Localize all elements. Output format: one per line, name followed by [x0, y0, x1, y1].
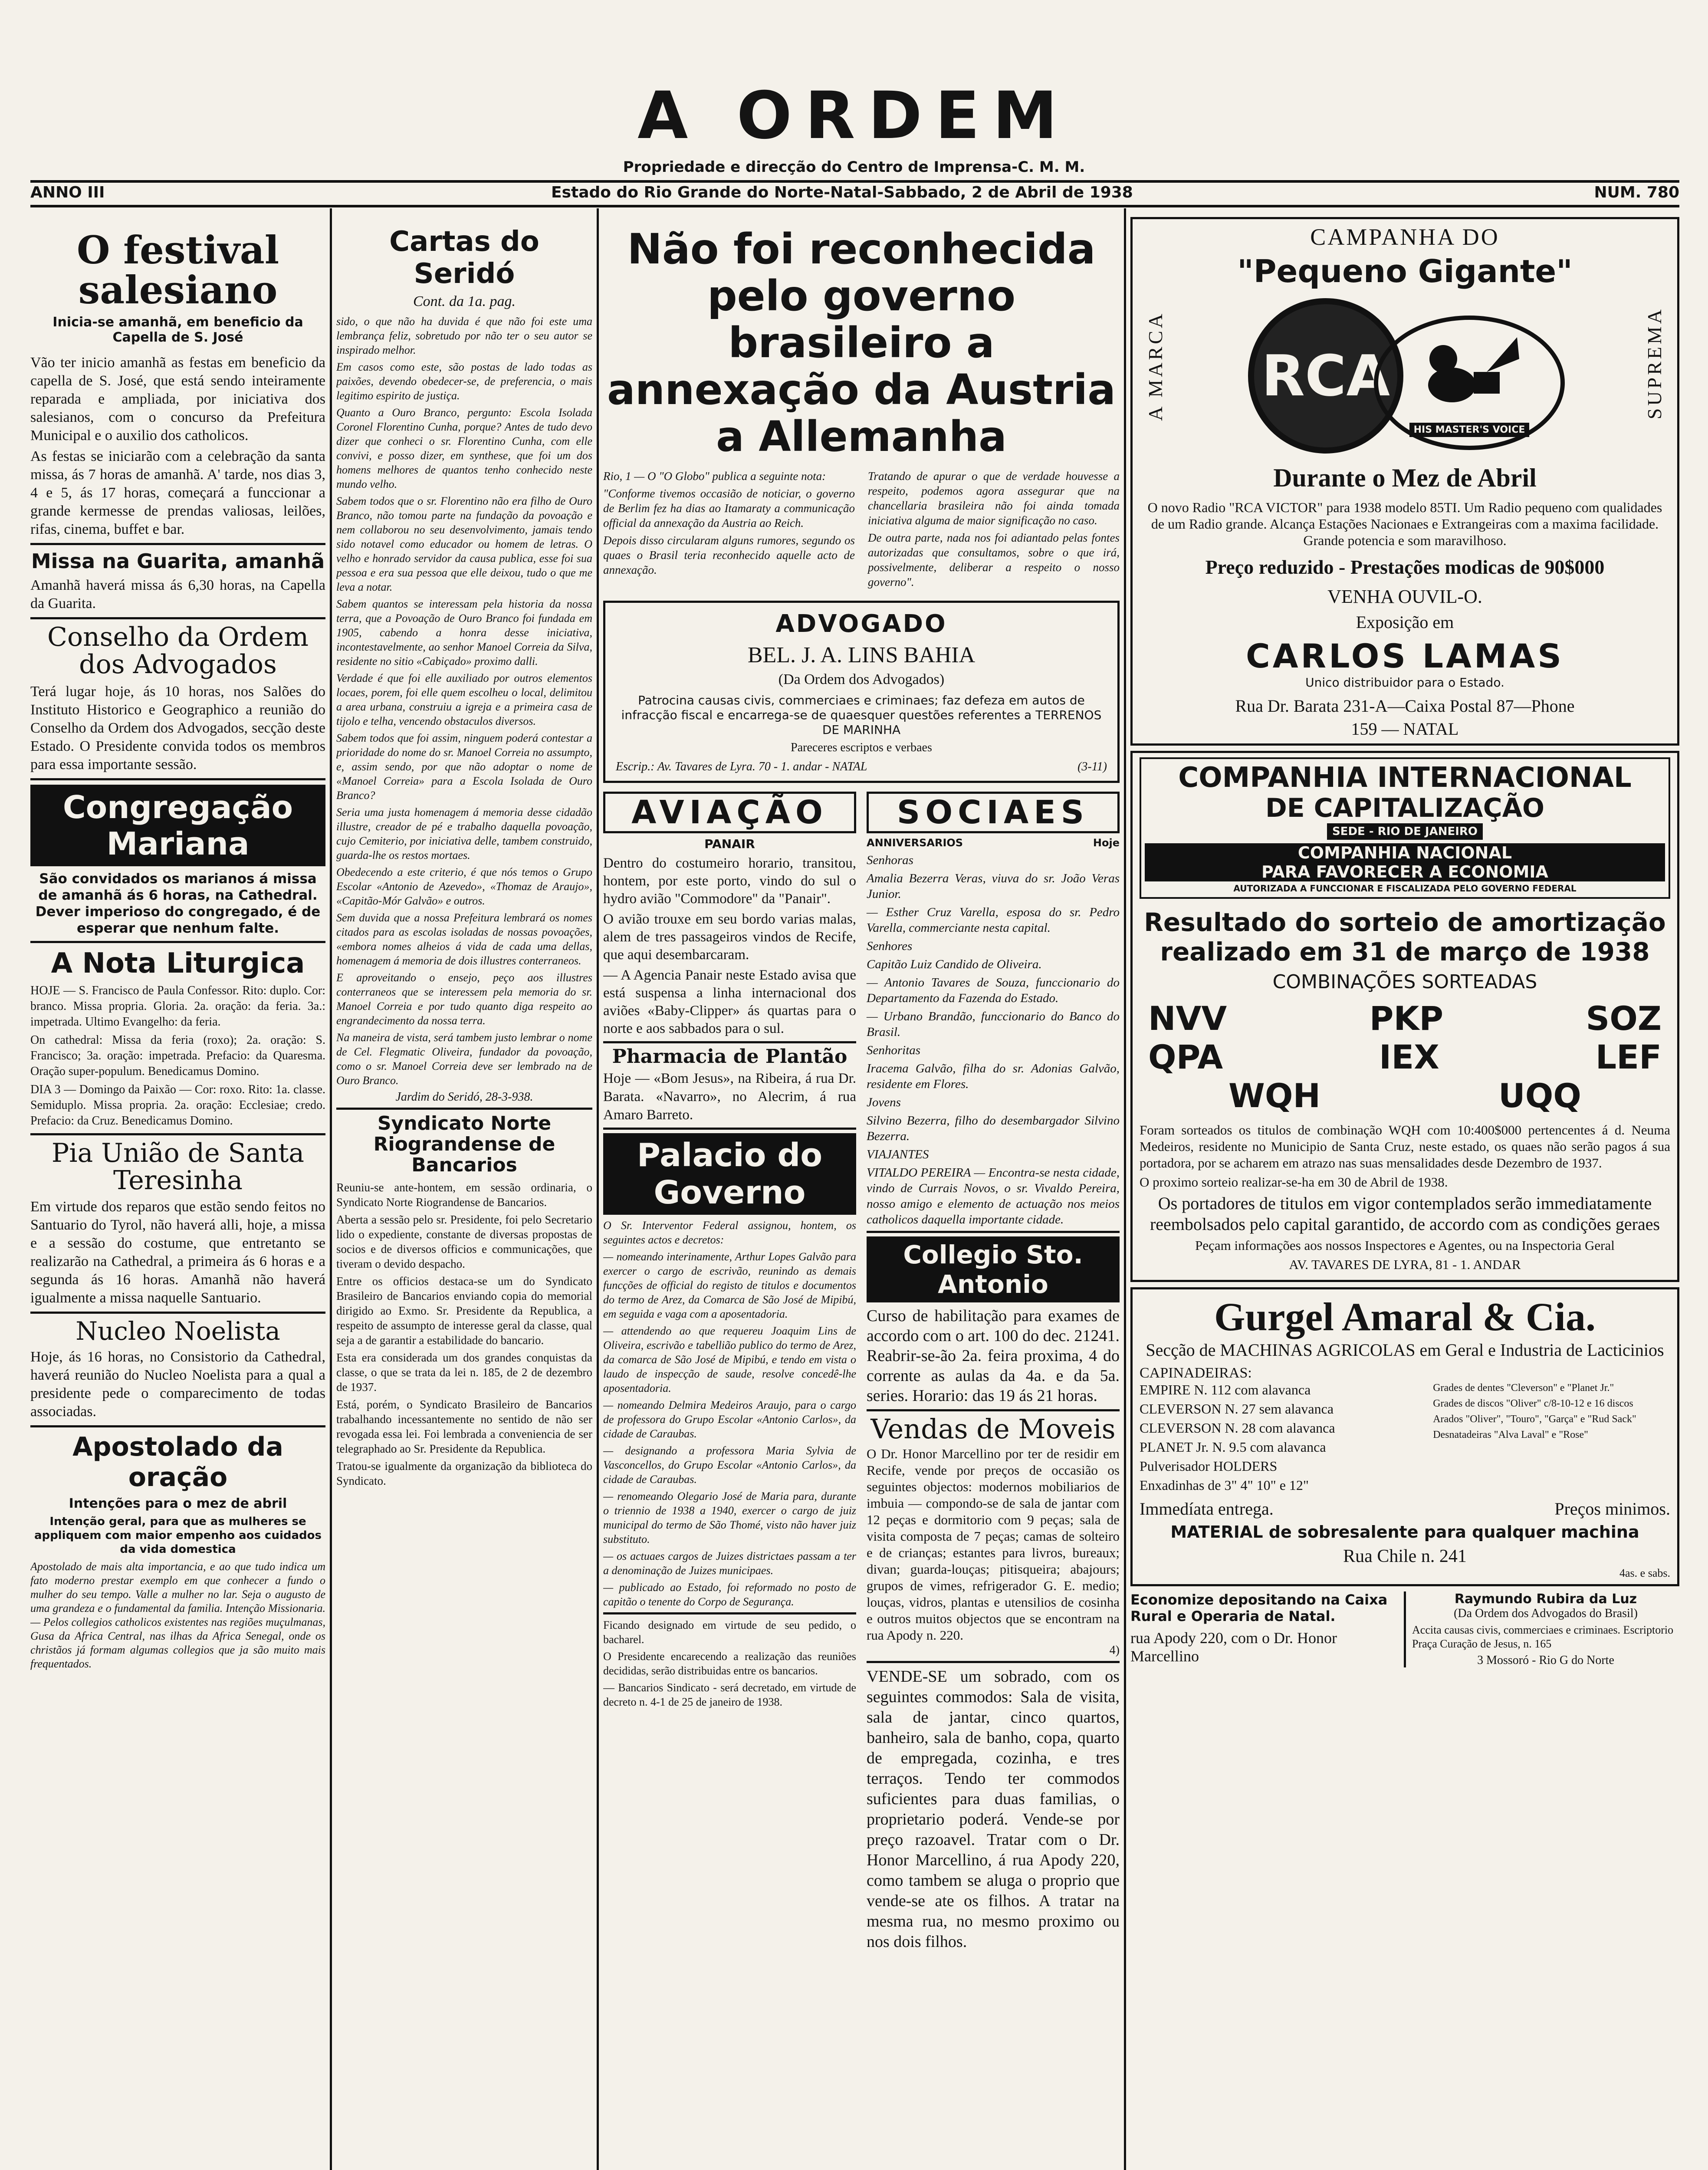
column-rule-1 — [330, 208, 332, 2170]
festival-body — [30, 354, 325, 539]
paragraph: sido, o que não ha duvida é que não foi este uma lembrança feliz, sobretudo por não ter o seu autor se inspirado melhor. — [336, 315, 592, 356]
paragraph: — attendendo ao que requereu Joaquim Lins de Oliveira, escrivão e tabellião publico do termo de Arez, da comarca de São José de Mipibú, e tendo em vista o laudo de inspecção de saude, resolve concedê-lhe aposentadoria. — [603, 1325, 856, 1395]
paragraph: HOJE — S. Francisco de Paula Confessor. Rito: duplo. Cor: branco. Missa propria. Gloria. 2a. oração: da feria. 3a.: impetrada. Ultimo Evangelho: da feria. — [30, 983, 325, 1029]
paragraph: Na maneira de vista, será tambem justo lembrar o nome de Cel. Flegmatic Oliveira, fundador da povoação, como o sr. Manoel Correia deve ser lembrado na de Ouro Branco. — [336, 1031, 592, 1087]
paragraph: Senhoritas — [867, 1043, 921, 1057]
caixa-ad — [1130, 1591, 1398, 1667]
paragraph: O Presidente encarecendo a realização das reuniões decididas, serão distribuidas entre os bancarios. — [603, 1650, 856, 1677]
dateline: Estado do Rio Grande do Norte-Natal-Sabbado, 2 de Abril de 1938 — [551, 184, 1133, 201]
advogado-extra: Pareceres escriptos e verbaes — [791, 741, 932, 754]
cartas-title: Cartas do Seridó — [389, 226, 539, 290]
paragraph: — Bancarios Sindicato - será decretado, em virtude de decreto n. 4-1 de 25 de janeiro de 1938. — [603, 1681, 856, 1709]
caixa-line1: Economize depositando na Caixa Rural e Operaria de Natal. — [1130, 1591, 1388, 1624]
advogado-address: Escrip.: Av. Tavares de Lyra. 70 - 1. andar - NATAL — [616, 760, 867, 773]
paragraph: VITALDO PEREIRA — Encontra-se nesta cidade, vindo de Currais Novos, o sr. Vivaldo Pereira, nosso amigo e elemento de actuação nos meios catholicos daquella importante cidade. — [867, 1166, 1120, 1226]
paragraph: Sabem todos que foi assim, ninguem poderá contestar a prioridade do nome do sr. Manoel Correia no assumpto, e, assim sendo, por que não adoptar o nome de «Manoel Correia» para a Escola Isolada de Ouro Branco? — [336, 732, 592, 802]
list-item: CLEVERSON N. 28 com alavanca — [1140, 1420, 1335, 1436]
paragraph: — renomeando Olegario José de Maria para, durante o triennio de 1938 a 1940, exercer o cargo de juiz municipal do termo de São Thomé, visto não haver juiz substituto. — [603, 1490, 856, 1546]
paragraph: Vão ter inicio amanhã as festas em beneficio da capella de S. José, que está sendo inteiramente reparada e ampliada, por iniciativa dos salesianos, com o concurso da Prefeitura Municipal e o auxilio dos catholicos. — [30, 354, 325, 444]
pia-title: Pia União de Santa Teresinha — [51, 1138, 305, 1196]
vendas-title: Vendas de Moveis — [870, 1413, 1116, 1445]
paragraph: Iracema Galvão, filha do sr. Adonias Galvão, residente em Flores. — [867, 1062, 1120, 1091]
caixa-line2: Accita causas civis, commerciaes e criminaes. Escriptorio Praça Curação de Jesus, n. 165 — [1412, 1624, 1674, 1650]
code: UQQ — [1498, 1076, 1581, 1115]
rca-body: O novo Radio "RCA VICTOR" para 1938 modelo 85TI. Um Radio pequeno com qualidades de um Radio grande. Alcança Estações Nacionaes e Extrangeiras com a maxima facilidade. Grande potencia e som maravilhoso. — [1147, 500, 1662, 548]
paragraph: Está, porém, o Syndicato Brasileiro de Bancarios trabalhando incessantemente no sentido de não ser revogada essa lei. Foi lembrada a conveniencia de ser telegraphado ao Sr. Presidente da Republica. — [336, 1398, 592, 1455]
column-3 — [603, 217, 1120, 2170]
code: NVV — [1148, 999, 1227, 1038]
conselho-title: Conselho da Ordem dos Advogados — [47, 621, 309, 680]
code: SOZ — [1586, 999, 1662, 1038]
list-item: Desnatadeiras "Alva Laval" e "Rose" — [1433, 1429, 1588, 1440]
apostolado-lead: Intenção geral, para que as mulheres se appliquem com maior empenho aos cuidados da vida domestica — [34, 1515, 322, 1556]
code: IEX — [1379, 1038, 1439, 1076]
bottom-ads — [1130, 1591, 1679, 1667]
suprema-side: SUPREMA — [1643, 307, 1665, 420]
code: QPA — [1148, 1038, 1223, 1076]
list-item: Grades de discos "Oliver" c/8-10-12 e 16 discos — [1433, 1398, 1633, 1409]
paragraph: Rio, 1 — O "O Globo" publica a seguinte nota: — [603, 470, 826, 483]
paragraph: Dentro do costumeiro horario, transitou, hontem, por este porto, vindo do sul o hydro avião "Commodore" da "Panair". — [603, 855, 856, 907]
pequeno-gigante: "Pequeno Gigante" — [1237, 253, 1573, 289]
gurgel-precos: Preços minimos. — [1554, 1499, 1670, 1519]
festival-subtitle: Inicia-se amanhã, em beneficio da Capella de S. José — [53, 314, 303, 345]
paragraph: Foram sorteados os titulos de combinação WQH com 10:400$000 pertencentes á d. Neuma Medeiros, residente no Municipio de Santa Cruz, neste estado, os quaes não serão pagos á sua portadora, por se acharem em atrazo nas suas mensalidades desde Dezembro de 1937. — [1140, 1122, 1670, 1170]
paragraph: Em casos como este, são postas de lado todas as paixões, devendo obedecer-se, de preferencia, o mais legitimo espirito de justiça. — [336, 361, 592, 402]
nucleo-title: Nucleo Noelista — [76, 1316, 280, 1346]
column-2 — [336, 217, 592, 2170]
paragraph: Sabem quantos se interessam pela historia da nossa terra, que a Povoação de Ouro Branco foi fundada em 1905, cabendo a honra desse iniciativa, incontestavelmente, ao senhor Manoel Correia da Silva, residente no sitio «Cabiçado» proximo dalli. — [336, 598, 592, 667]
apody-line: rua Apody 220, com o Dr. Honor Marcellino — [1130, 1629, 1337, 1665]
campanha-label: CAMPANHA DO — [1310, 224, 1500, 250]
vendas-body: O Dr. Honor Marcellino por ter de residir em Recife, vende por preços de occasião os seguintes objectos: modernos mobiliarios de imbuia — compondo-se de sala de jantar com 12 peças e dormitorio com 9 peças; sala de visita composta de 7 peças; camas de solteiro e de crianças; estantes para livros, bureaux; divan; guarda-louças; pitisqueira; abajours; grupos de vimes, refrigerador G. E. medio; louças, vidros, plantas e utensilios de cosinha e outros muitos objectos que se encontram na rua Apody n. 220. — [867, 1446, 1120, 1643]
paragraph: O avião trouxe em seu bordo varias malas, alem de tres passageiros vindos de Recife, que aqui desembarcaram. — [603, 911, 856, 963]
paragraph: Aberta a sessão pelo sr. Presidente, foi pelo Secretario lido o expediente, constante de diversas propostas de socios e de diversos officios e communicações, que tiveram o devido despacho. — [336, 1213, 592, 1270]
codes-row-3 — [1140, 1076, 1670, 1115]
cartas-signature: Jardim do Seridó, 28-3-938. — [395, 1090, 533, 1104]
paragraph: Quanto a Ouro Branco, pergunto: Escola Isolada Coronel Florentino Cunha, porque? Antes de tudo devo dizer que conheci o sr. Florentino Cunha, com elle convivi, e posso dizer, em synthese, que foi um dos homens melhores de quantos tenho conhecido neste mundo velho. — [336, 406, 592, 490]
gurgel-ad — [1130, 1287, 1679, 1586]
code: LEF — [1595, 1038, 1662, 1076]
combinacoes-label: COMBINAÇÕES SORTEADAS — [1272, 971, 1537, 993]
paragraph: O Sr. Interventor Federal assignou, hontem, os seguintes actos e decretos: — [603, 1219, 856, 1246]
paragraph: Senhoras — [867, 853, 913, 867]
paragraph: — publicado ao Estado, foi reformado no posto de capitão o tenente do Corpo de Segurança. — [603, 1581, 856, 1608]
raymundo-ad — [1412, 1591, 1679, 1667]
apostolado-subtitle: Intenções para o mez de abril — [69, 1496, 287, 1511]
apostolado-body: Apostolado de mais alta importancia, e ao que tudo indica um fato moderno prestar exemplo em que conhecer a fundo o mulher do seu tempo. Valle a mulher no lar. Seja o augusto de uma grandeza e o fundamental da familia. Intenção Missionaria. — Pelos collegios catholicos existentes nas regiões muçulmanas, Gusa da Africa Central, nas ilhas da Africa Senegal, onde os christãos já formam algumas collegios que ja são muito mais frequentados. — [30, 1560, 325, 1670]
aviacao-title: AVIAÇÃO — [603, 792, 856, 833]
sindicato-title: Syndicato Norte Riograndense de Bancarios — [373, 1112, 555, 1176]
list-item: CLEVERSON N. 27 sem alavanca — [1140, 1401, 1334, 1417]
nota-body — [30, 983, 325, 1129]
dateline-bar — [30, 180, 1679, 204]
annexation-headline: Não foi reconhecida pelo governo brasileiro a annexação da Austria a Allemanha — [607, 225, 1116, 461]
cia-tag1: COMPANHIA NACIONAL — [1145, 843, 1665, 862]
acordado-body — [603, 1618, 856, 1709]
annexation-body — [603, 469, 1120, 592]
paragraph: Seria uma justa homenagem á memoria desse cidadão illustre, creador de pé e trabalho daquella povoação, cujo Cemiterio, por iniciativa delle, tambem construido, guarda-lhe os restos mortaes. — [336, 806, 592, 861]
advogado-name: BEL. J. A. LINS BAHIA — [747, 643, 976, 667]
palacio-body — [603, 1218, 856, 1609]
cia-sede: SEDE - RIO DE JANEIRO — [1327, 823, 1483, 840]
paragraph: As festas se iniciarão com a celebração da santa missa, ás 7 horas de amanhã. A' tarde, nos dias 3, 4 e 5, ás 17 horas, começará a funccionar a grande kermesse de prendas valiosas, leilões, rifas, cinema, buffet e bar. — [30, 448, 325, 537]
gurgel-material: MATERIAL de sobresalente para qualquer machina — [1170, 1522, 1639, 1542]
paragraph: Ficando designado em virtude de seu pedido, o bacharel. — [603, 1619, 856, 1646]
paragraph: E aproveitando o ensejo, peço aos illustres conterraneos que se interessem pela memoria do sr. Manoel Correia e por tudo quanto diga respeito ao engrandecimento da nossa terra. — [336, 971, 592, 1027]
palacio-title: Palacio do Governo — [603, 1133, 856, 1215]
paragraph: Os portadores de titulos em vigor contemplados serão immediatamente reembolsados pelo capital garantido, de accordo com as condições geraes — [1150, 1194, 1660, 1234]
paragraph: Capitão Luiz Candido de Oliveira. — [867, 957, 1042, 971]
aviacao-subtitle: PANAIR — [704, 837, 755, 851]
nucleo-body: Hoje, ás 16 horas, no Consistorio da Cathedral, haverá reunião do Nucleo Noelista para a qual a presidente pede o comparecimento de todas associadas. — [30, 1348, 325, 1420]
paragraph: Obedecendo a este criterio, é que nós temos o Grupo Escolar «Antonio de Azevedo», «Thomaz de Araujo», «Capitão-Mór Galvão» e outros. — [336, 866, 592, 907]
code: PKP — [1369, 999, 1444, 1038]
paragraph: — os actuaes cargos de Juizes districtaes passam a ter a denominação de Juizes municipaes. — [603, 1550, 856, 1577]
sindicato-body — [336, 1180, 592, 1488]
congregacao-title: Congregação Mariana — [30, 785, 325, 866]
paragraph: Depois disso circularam alguns rumores, segundo os quaes o Brasil teria reconhecido aquelle acto de annexação. — [603, 534, 855, 576]
marca-side: A MARCA — [1144, 311, 1166, 421]
sociaes-title: SOCIAES — [867, 792, 1120, 833]
paragraph: DIA 3 — Domingo da Paixão — Cor: roxo. Rito: 1a. classe. Semiduplo. Missa propria. 2a. oração: Ecclesiae; credo. Prefacio: da Cruz. Benedicamus Domino. — [30, 1082, 325, 1128]
missa-title: Missa na Guarita, amanhã — [31, 549, 325, 573]
list-item: EMPIRE N. 112 com alavanca — [1140, 1382, 1311, 1397]
venha-label: VENHA OUVIL-O. — [1327, 586, 1482, 607]
paragraph: Esta era considerada um dos grandes conquistas da classe, o que se trata da lei n. 185, de 2 de dezembro de 1937. — [336, 1351, 592, 1394]
resultado-title: Resultado do sorteio de amortização realizado em 31 de março de 1938 — [1144, 907, 1666, 967]
mossoro-line: 3 Mossoró - Rio G do Norte — [1477, 1654, 1614, 1667]
advogado-code: (3-11) — [1077, 760, 1107, 773]
nipper-dog-icon — [1417, 329, 1521, 415]
durante-label: Durante o Mez de Abril — [1273, 464, 1537, 492]
list-item: Grades de dentes "Cleverson" e "Planet Jr." — [1433, 1382, 1614, 1394]
cartas-cont: Cont. da 1a. pag. — [413, 293, 516, 309]
advogado-ad — [603, 601, 1120, 783]
raymundo-org: (Da Ordem dos Advogados do Brasil) — [1454, 1607, 1638, 1620]
paragraph: O proximo sorteio realizar-se-ha em 30 de Abril de 1938. — [1140, 1174, 1448, 1190]
exposicao-label: Exposição em — [1356, 612, 1454, 632]
lamas-name: CARLOS LAMAS — [1245, 637, 1564, 675]
gurgel-rua: Rua Chile n. 241 — [1343, 1546, 1467, 1566]
sociaes-subtitle: ANNIVERSARIOS — [867, 837, 963, 849]
issue-number: NUM. 780 — [1594, 184, 1679, 201]
lamas-phone: 159 — NATAL — [1351, 719, 1459, 739]
capitalizacao-ad — [1130, 751, 1679, 1282]
cia-line1: COMPANHIA INTERNACIONAL — [1178, 762, 1632, 794]
collegio-body: Curso de habilitação para exames de accordo com o art. 100 do dec. 21241. Reabrir-se-ão 2a. feira proxima, 4 do corrente as aulas da 4a. e da 5a. series. Horario: das 19 ás 21 horas. — [867, 1307, 1120, 1405]
nota-title: A Nota Liturgica — [51, 947, 305, 980]
paragraph: — designando a professora Maria Sylvia de Vasconcellos, do Grupo Escolar «Antonio Carlos», da cidade de Caraubas. — [603, 1444, 856, 1486]
paragraph: Tratando de apurar o que de verdade houvesse a respeito, podemos agora assegurar que na chancellaria brasileira não foi ainda tomada iniciativa alguma de maior significação no caso. — [868, 470, 1120, 527]
column-4 — [1130, 217, 1679, 2170]
cia-tag2: PARA FAVORECER A ECONOMIA — [1145, 862, 1665, 881]
paragraph: Sabem todos que o sr. Florentino não era filho de Ouro Branco, não tomou parte na fundação da povoação e nem collaborou no seu desenvolvimento, jamais tendo sido notavel como educador ou homem de letras. O velho e honrado servidor da causa publica, esse foi sua pessoa e era sua pessoa que elle deixou, tudo o que me leva a notar. — [336, 495, 592, 593]
subcolumn-left — [603, 792, 856, 1952]
sorteio-body — [1140, 1122, 1670, 1273]
gurgel-subtitle: Secção de MACHINAS AGRICOLAS em Geral e Industria de Lacticinios — [1146, 1340, 1664, 1360]
gurgel-right-list — [1433, 1381, 1670, 1496]
codes-row-2 — [1140, 1038, 1670, 1076]
list-item: Enxadinhas de 3" 4" 10" e 12" — [1140, 1477, 1309, 1493]
aviacao-body — [603, 855, 856, 1038]
pharmacia-title: Pharmacia de Plantão — [612, 1046, 847, 1068]
paragraph: Senhores — [867, 939, 913, 953]
hmv-label: HIS MASTER'S VOICE — [1409, 423, 1530, 437]
cia-tag3: AUTORIZADA A FUNCCIONAR E FISCALIZADA PELO GOVERNO FEDERAL — [1233, 883, 1577, 894]
paragraph: — Esther Cruz Varella, esposa do sr. Pedro Varella, commerciante nesta capital. — [867, 905, 1120, 935]
rca-ad — [1130, 217, 1679, 746]
advogado-desc: Patrocina causas civis, commerciaes e criminaes; faz defeza em autos de infracção fiscal e encarrega-se de quaesquer questões referentes a TERRENOS DE MARINHA — [621, 693, 1102, 737]
cia-line2: DE CAPITALIZAÇÃO — [1265, 793, 1545, 823]
paragraph: Amalia Bezerra Veras, viuva do sr. João Veras Junior. — [867, 871, 1120, 901]
gurgel-left-list — [1140, 1381, 1424, 1496]
cartas-body — [336, 314, 592, 1088]
paragraph: — nomeando interinamente, Arthur Lopes Galvão para exercer o cargo de escrivão, reunindo as demais funcções de official do registo de titulos e documentos do termo de Arez, da Comarca de São José de Mipibú, em seguida e vaga com a aposentadoria. — [603, 1250, 856, 1321]
gurgel-entrega: Immedíata entrega. — [1140, 1499, 1274, 1519]
paragraph: Tratou-se igualmente da organização da biblioteca do Syndicato. — [336, 1460, 592, 1487]
masthead-title: A ORDEM — [637, 78, 1071, 154]
list-item: Pulverisador HOLDERS — [1140, 1458, 1278, 1474]
paragraph: Sem duvida que a nossa Prefeitura lembrará os nomes citados para as escolas isoladas de nossas povoações, «embora nomes alheios á vida de cada uma dellas, homenagem á memoria de dois illustres conterraneos. — [336, 911, 592, 967]
paragraph: VIAJANTES — [867, 1147, 929, 1161]
raymundo-name: Raymundo Rubira da Luz — [1454, 1591, 1637, 1607]
codes-row-1 — [1140, 999, 1670, 1038]
paragraph: De outra parte, nada nos foi adiantado pelas fontes autorizadas que consultamos, sobre o que irá, possivelmente, deliberar a respeito o nosso governo". — [868, 531, 1120, 589]
paragraph: Jovens — [867, 1095, 901, 1109]
paragraph: Silvino Bezerra, filho do desembargador Silvino Bezerra. — [867, 1114, 1120, 1143]
lamas-address: Rua Dr. Barata 231-A—Caixa Postal 87—Phone — [1235, 696, 1575, 716]
year: ANNO III — [30, 184, 105, 201]
festival-title: O festival salesiano — [76, 227, 279, 313]
code: WQH — [1228, 1076, 1321, 1115]
vendas-code: 4) — [1109, 1644, 1120, 1657]
column-1 — [30, 217, 325, 2170]
apostolado-title: Apostolado da oração — [72, 1431, 283, 1493]
gurgel-cap: CAPINADEIRAS: — [1140, 1365, 1252, 1381]
pia-body: Em virtude dos reparos que estão sendo feitos no Santuario do Tyrol, não haverá alli, hoje, a missa e a sessão do costume, que entretanto se realizarão na Cathedral, a primeira ás 6 horas e a segunda ás 16 horas. Amanhã não haverá igualmente a missa naquelle Santuario. — [30, 1198, 325, 1306]
list-item: PLANET Jr. N. 9.5 com alavanca — [1140, 1439, 1326, 1455]
list-item: Arados "Oliver", "Touro", "Garça" e "Rud Sack" — [1433, 1414, 1636, 1425]
paragraph: — nomeando Delmira Medeiros Araujo, para o cargo de professora do Grupo Escolar «Antonio Carlos», da cidade de Caraubas. — [603, 1399, 856, 1440]
gurgel-title: Gurgel Amaral & Cia. — [1214, 1295, 1596, 1339]
subcolumn-right — [867, 792, 1120, 1952]
column-rule-2 — [597, 208, 599, 2170]
gurgel-code: 4as. e sabs. — [1619, 1567, 1670, 1579]
paragraph: Peçam informações aos nossos Inspectores e Agentes, ou na Inspectoria Geral — [1195, 1238, 1615, 1253]
sociaes-body — [867, 852, 1120, 1227]
paragraph: — Urbano Brandão, funccionario do Banco do Brasil. — [867, 1009, 1120, 1039]
pharmacia-body: Hoje — «Bom Jesus», na Ribeira, á rua Dr. Barata. «Navarro», no Alecrim, á rua Amaro Barreto. — [603, 1071, 856, 1123]
paragraph: Verdade é que foi elle auxiliado por outros elementos locaes, porem, foi elle quem escolheu o local, delimitou a area urbana, construiu a igreja e a primeira casa de tijolo e telha, vencendo obstaculos diversos. — [336, 672, 592, 727]
rca-text: RCA — [1261, 343, 1390, 409]
distribuidor-label: Unico distribuidor para o Estado. — [1305, 675, 1504, 690]
rca-logo-row — [1140, 294, 1670, 459]
preco-label: Preço reduzido - Prestações modicas de 90$000 — [1205, 556, 1605, 578]
paragraph: "Conforme tivemos occasião de noticiar, o governo de Berlim fez ha dias ao Itamaraty a communicação official da annexação da Austria ao Reich. — [603, 487, 855, 529]
paragraph: — Antonio Tavares de Souza, funccionario do Departamento da Fazenda do Estado. — [867, 976, 1120, 1005]
lower-columns — [603, 792, 1120, 1952]
missa-body: Amanhã haverá missa ás 6,30 horas, na Capella da Guarita. — [30, 577, 325, 612]
advogado-org: (Da Ordem dos Advogados) — [778, 671, 945, 687]
gramophone-icon — [1374, 316, 1565, 450]
column-rule-3 — [1124, 208, 1126, 2170]
paragraph: — A Agencia Panair neste Estado avisa que está suspensa a linha internacional dos aviões «Baby-Clipper» ás quartas para o norte e aos sabbados para o sul. — [603, 967, 856, 1036]
collegio-title: Collegio Sto. Antonio — [867, 1236, 1120, 1302]
dateline-rule — [30, 205, 1679, 207]
advogado-label: ADVOGADO — [775, 610, 947, 638]
paragraph: Reuniu-se ante-hontem, em sessão ordinaria, o Syndicato Norte Riograndense de Bancarios. — [336, 1181, 592, 1209]
congregacao-body: São convidados os marianos á missa de amanhã ás 6 horas, na Cathedral. Dever imperioso do congregado, é de esperar que nenhum falte. — [35, 871, 321, 936]
sociaes-hoje: Hoje — [1093, 837, 1120, 849]
paragraph: On cathedral: Missa da feria (roxo); 2a. oração: S. Francisco; 3a. oração: impetrada. Prefacio: da Quaresma. Oração super-populum. Benedicamus Domino. — [30, 1033, 325, 1078]
paragraph: Entre os officios destaca-se um do Syndicato Brasileiro de Bancarios enviando copia do memorial dirigido ao Exmo. Sr. Presidente da Republica, a respeito de assumpto de interesse geral da classe, qual seja a de garantir a estabilidade do bancario. — [336, 1275, 592, 1347]
vende-body: VENDE-SE um sobrado, com os seguintes commodos: Sala de visita, sala de jantar, cinco quartos, banheiro, sala de banho, copa, quarto de empregada, cozinha, e tres terraços. Tendo ter commodos suficientes para duas familias, o proprietario poderá. Vende-se por preço razoavel. Tratar com o Dr. Honor Marcellino, á rua Apody 220, como tambem se aluga o proprio que vende-se ate os filhos. A tratar na mesma rua, no mesmo proximo ou nos dois filhos. — [867, 1667, 1120, 1951]
conselho-body: Terá lugar hoje, ás 10 horas, nos Salões do Instituto Historico e Geographico a reunião do Conselho da Ordem dos Advogados, secção deste Estado. O Presidente convida todos os membros para essa importante sessão. — [30, 683, 325, 773]
masthead-subtitle: Propriedade e direcção do Centro de Imprensa-C. M. M. — [623, 158, 1085, 176]
paragraph: AV. TAVARES DE LYRA, 81 - 1. ANDAR — [1289, 1257, 1521, 1272]
